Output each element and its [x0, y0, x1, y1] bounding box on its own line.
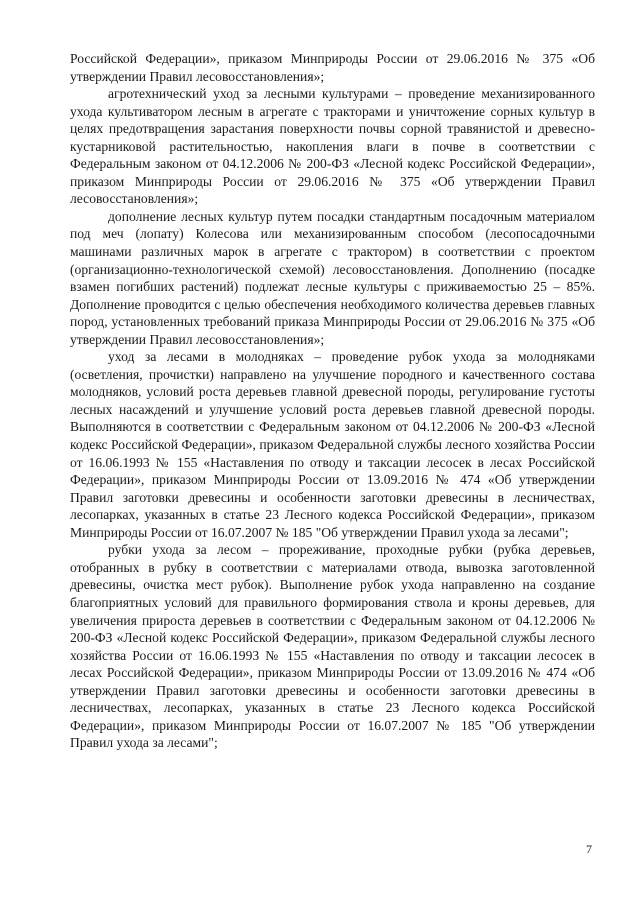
paragraph-forest-culture-supplement: дополнение лесных культур путем посадки стандартным посадочным материалом под меч (лопату) Колесова или механизированным способом (лесопосадочными машинами различных марок в агрегате с трактором) в соответствии с проектом (организационно-технологической схемой) лесовосстановления. Дополнению (посадке взамен погибших растений) подлежат лесные культуры с приживаемостью 25 – 85%. Дополнение проводится с целью обеспечения необходимого количества деревьев главных пород, установленных требований приказа Минприроды России от 29.06.2016 № 375 «Об утверждении Правил лесовосстановления»;: [70, 208, 595, 347]
paragraph-agrotechnical-care: агротехнический уход за лесными культурами – проведение механизированного ухода культиватором лесным в агрегате с тракторами и уничтожение сорных культур в целях предотвращения зарастания поверхности почвы сорной травянистой и древесно-кустарниковой растительностью, накопления влаги в почве в соответствии с Федеральным законом от 04.12.2006 № 200-ФЗ «Лесной кодекс Российской Федерации», приказом Минприроды России от 29.06.2016 № 375 «Об утверждении Правил лесовосстановления»;: [70, 86, 595, 207]
document-body: [70, 50, 595, 752]
paragraph-thinning-cuts: рубки ухода за лесом – прореживание, проходные рубки (рубка деревьев, отобранных в рубку в соответствии с материалами отвода, вывозка заготовленной древесины, очистка мест рубок). Выполнение рубок ухода направленно на создание благоприятных условий для правильного формирования ствола и кроны деревьев, для увеличения прироста деревьев в соответствии с Федеральным законом от 04.12.2006 № 200-ФЗ «Лесной кодекс Российской Федерации», приказом Федеральной службы лесного хозяйства России от 16.06.1993 № 155 «Наставления по отводу и таксации лесосек в лесах Российской Федерации», приказом Минприроды России от 13.09.2016 № 474 «Об утверждении Правил заготовки древесины и особенности заготовки древесины в лесничествах, лесопарках, указанных в статье 23 Лесного кодекса Российской Федерации», приказом Минприроды России от 16.07.2007 № 185 "Об утверждении Правил ухода за лесами";: [70, 542, 595, 751]
page-number: 7: [586, 842, 592, 856]
paragraph-young-stand-care: уход за лесами в молодняках – проведение рубок ухода за молодняками (осветления, прочистки) направлено на улучшение породного и качественного состава молодняков, условий роста деревьев главной древесной породы, регулирование густоты лесных насаждений и улучшение условий роста деревьев главной древесной породы. Выполняются в соответствии с Федеральным законом от 04.12.2006 № 200-ФЗ «Лесной кодекс Российской Федерации», приказом Федеральной службы лесного хозяйства России от 16.06.1993 № 155 «Наставления по отводу и таксации лесосек в лесах Российской Федерации», приказом Минприроды России от 13.09.2016 № 474 «Об утверждении Правил заготовки древесины и особенности заготовки древесины в лесничествах, лесопарках, указанных в статье 23 Лесного кодекса Российской Федерации», приказом Минприроды России от 16.07.2007 № 185 "Об утверждении Правил ухода за лесами";: [70, 349, 595, 540]
paragraph-continuation: Российской Федерации», приказом Минприроды России от 29.06.2016 № 375 «Об утверждении Правил лесовосстановления»;: [70, 51, 595, 84]
